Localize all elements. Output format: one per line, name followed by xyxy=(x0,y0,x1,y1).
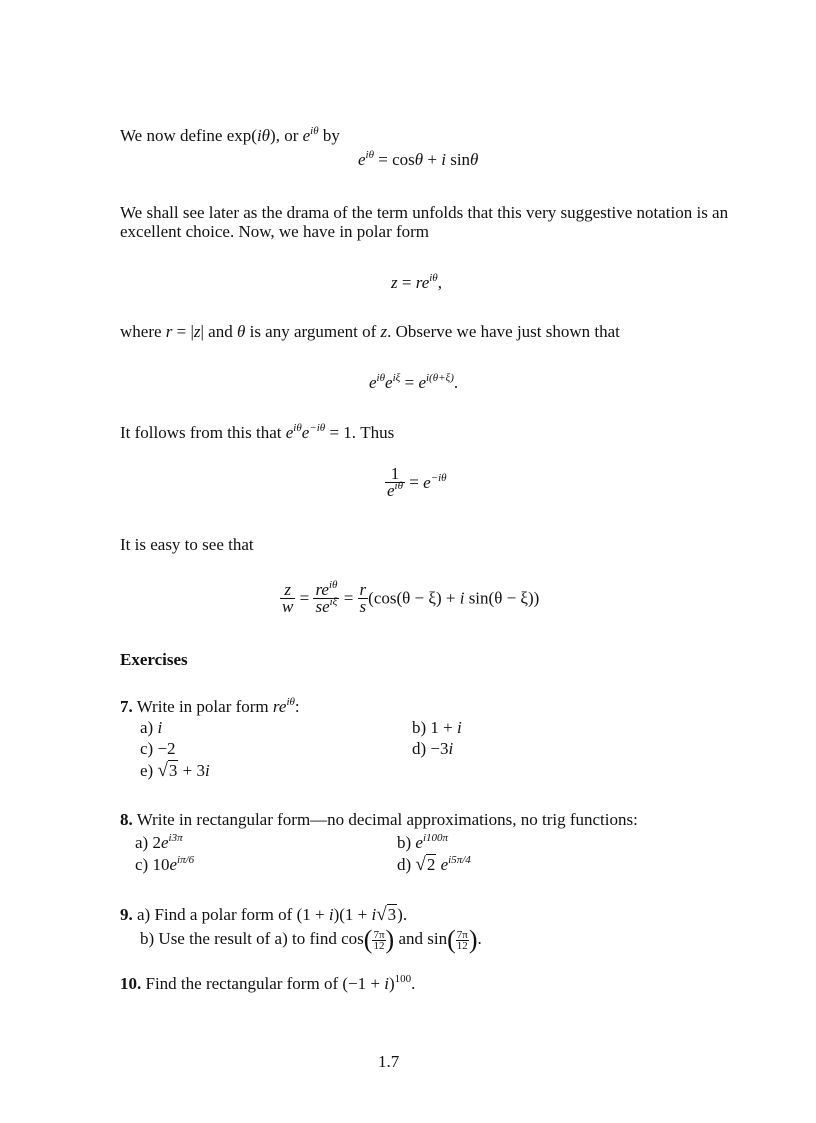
intro-paragraph-2-line-2: excellent choice. Now, we have in polar form xyxy=(120,222,430,241)
equation-euler: $e^{i\theta} = \cos\theta + i$ sinθ xyxy=(358,149,479,169)
exercise-7a: a) i xyxy=(140,718,163,737)
exercise-7e: e) √3 + 3i xyxy=(140,760,210,781)
exercise-8a: a) $2e^{i3\pi}$ xyxy=(135,832,183,852)
exercise-7d: d) −3i xyxy=(412,739,454,758)
exercise-7-prompt: 7. Write in polar form $re^{i\theta}$: xyxy=(120,696,300,716)
exercise-8c: c) $10e^{i\pi/6}$ xyxy=(135,854,195,874)
exercise-9b: b) Use the result of a) to find cos( $\frac{7\pi}{12}$ ) and sin( $\frac{7\pi}{12}$ ). xyxy=(140,925,482,954)
intro-paragraph-1: We now define exp(iθ), or $e^{i\theta}$ by xyxy=(120,125,340,145)
page-number: 1.7 xyxy=(378,1052,400,1071)
exercise-8b: b) $e^{i100\pi}$ xyxy=(397,832,449,852)
exercise-10: 10. Find the rectangular form of $(-1 + i)^{100}$. xyxy=(120,973,416,993)
exercise-8-prompt: 8. Write in rectangular form—no decimal approximations, no trig functions: xyxy=(120,810,638,829)
intro-paragraph-5: It is easy to see that xyxy=(120,535,254,554)
intro-paragraph-2-line-1: We shall see later as the drama of the term unfolds that this very suggestive notation is an xyxy=(120,203,729,222)
exercises-heading: Exercises xyxy=(120,650,188,669)
intro-paragraph-3: where r = |z| and θ is any argument of z. Observe we have just shown that xyxy=(120,322,620,341)
equation-quotient: $\frac{z}{w}$ = $\frac{re^{i\theta}}{se^{i\xi}}$ = $\frac{r}{s}$ (cos(θ − ξ) + i sin(θ − ξ)) xyxy=(282,579,540,616)
intro-paragraph-4: It follows from this that $e^{i\theta}e^{-i\theta} = 1$. Thus xyxy=(120,422,395,442)
equation-reciprocal: $\frac{1}{e^{i\theta}}$ = $e^{-i\theta}$ xyxy=(387,464,447,500)
exercise-8d: d) √2 $e^{i5\pi/4}$ xyxy=(397,854,471,875)
exercise-7c: c) −2 xyxy=(140,739,176,758)
equation-polar-form: $z = re^{i\theta}$, xyxy=(391,272,442,292)
exercise-7b: b) 1 + i xyxy=(412,718,462,737)
exercise-9a: 9. a) Find a polar form of (1 + i)(1 + i√3). xyxy=(120,904,408,925)
equation-product: $e^{i\theta}e^{i\xi} = e^{i(\theta+\xi)}$. xyxy=(369,372,459,392)
